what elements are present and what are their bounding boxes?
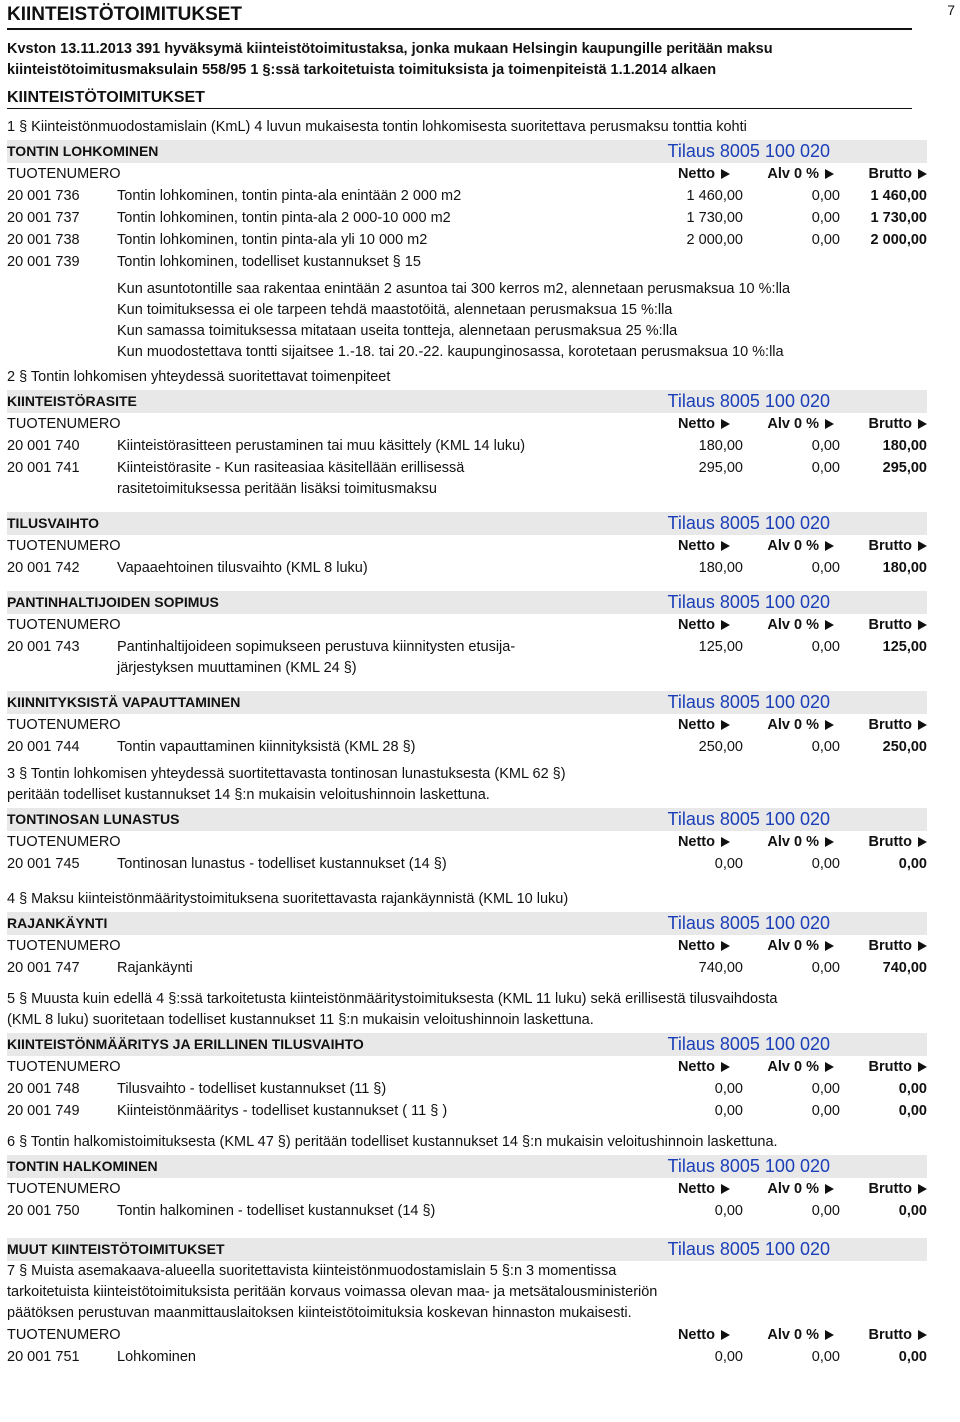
table-row bbox=[7, 737, 927, 758]
product-number: 20 001 739 bbox=[7, 254, 80, 270]
arrow-right-icon bbox=[721, 541, 730, 551]
product-number: 20 001 751 bbox=[7, 1349, 80, 1365]
column-header-net bbox=[647, 615, 740, 636]
table-row bbox=[7, 230, 927, 251]
product-description: Kiinteistönmääritys - todelliset kustannukset ( 11 § ) bbox=[117, 1103, 448, 1119]
gross-price: 0,00 bbox=[898, 1203, 927, 1219]
table-row bbox=[7, 1347, 927, 1368]
net-price: 740,00 bbox=[698, 960, 743, 976]
order-number: Tilaus 8005 100 020 bbox=[667, 1156, 830, 1176]
arrow-right-icon bbox=[825, 1330, 834, 1340]
vat-amount: 0,00 bbox=[811, 960, 840, 976]
column-header-net-label: Netto bbox=[677, 834, 715, 850]
group-header bbox=[7, 140, 927, 163]
vat-amount: 0,00 bbox=[811, 232, 840, 248]
column-header-net bbox=[647, 536, 740, 557]
price-group bbox=[7, 1033, 953, 1122]
arrow-right-icon bbox=[721, 941, 730, 951]
table-row bbox=[7, 558, 927, 579]
column-header-gross bbox=[837, 536, 927, 557]
column-header-vat-label: Alv 0 % bbox=[767, 1181, 819, 1197]
column-headers bbox=[7, 1057, 927, 1078]
note-line: Kun toimituksessa ei ole tarpeen tehdä maastotöitä, alennetaan perusmaksua 15 %:lla bbox=[117, 302, 673, 318]
arrow-right-icon bbox=[721, 1184, 730, 1194]
paragraph-1: 1 § Kiinteistönmuodostamislain (KmL) 4 luvun mukaisesta tontin lohkomisesta suoritettava perusmaksu tonttia kohti bbox=[7, 119, 747, 135]
column-headers bbox=[7, 164, 927, 185]
net-price: 125,00 bbox=[698, 639, 743, 655]
column-header-gross bbox=[837, 1325, 927, 1346]
gross-price: 2 000,00 bbox=[870, 232, 927, 248]
column-headers bbox=[7, 832, 927, 853]
arrow-right-icon bbox=[721, 1062, 730, 1072]
gross-price: 1 730,00 bbox=[870, 210, 927, 226]
group-header bbox=[7, 1155, 927, 1178]
column-headers bbox=[7, 715, 927, 736]
price-group bbox=[7, 912, 953, 979]
column-header-product-number: TUOTENUMERO bbox=[7, 938, 121, 954]
column-header-net bbox=[647, 832, 740, 853]
arrow-right-icon bbox=[721, 419, 730, 429]
product-description: Lohkominen bbox=[117, 1349, 196, 1365]
vat-amount: 0,00 bbox=[811, 438, 840, 454]
paragraph-5-line-2: (KML 8 luku) suoritetaan todelliset kustannukset 11 §:n mukaisin veloitushinnoin laskettuna. bbox=[7, 1012, 594, 1028]
column-header-gross-label: Brutto bbox=[868, 166, 912, 182]
column-header-vat-label: Alv 0 % bbox=[767, 938, 819, 954]
net-price: 295,00 bbox=[698, 460, 743, 476]
column-header-net bbox=[647, 1179, 740, 1200]
price-group bbox=[7, 512, 953, 579]
product-number: 20 001 742 bbox=[7, 560, 80, 576]
table-row bbox=[7, 854, 927, 875]
net-price: 180,00 bbox=[698, 560, 743, 576]
column-header-vat bbox=[740, 715, 837, 736]
column-header-net bbox=[647, 1057, 740, 1078]
column-header-gross-label: Brutto bbox=[868, 717, 912, 733]
net-price bbox=[637, 252, 743, 273]
vat-amount: 0,00 bbox=[811, 188, 840, 204]
group-name: KIINTEISTÖNMÄÄRITYS JA ERILLINEN TILUSVAIHTO bbox=[7, 1036, 364, 1052]
arrow-right-icon bbox=[825, 620, 834, 630]
product-description: Rajankäynti bbox=[117, 960, 193, 976]
order-number: Tilaus 8005 100 020 bbox=[667, 809, 830, 829]
group-header bbox=[7, 390, 927, 413]
column-header-vat-label: Alv 0 % bbox=[767, 538, 819, 554]
gross-price: 1 460,00 bbox=[870, 188, 927, 204]
column-header-product-number: TUOTENUMERO bbox=[7, 834, 121, 850]
column-header-vat bbox=[740, 164, 837, 185]
vat-amount: 0,00 bbox=[811, 639, 840, 655]
column-header-product-number: TUOTENUMERO bbox=[7, 617, 121, 633]
gross-price: 0,00 bbox=[898, 1103, 927, 1119]
intro-line-2: kiinteistötoimitusmaksulain 558/95 1 §:ssä tarkoitetuista toimituksista ja toimenpiteistä 1.1.2014 alkaen bbox=[7, 62, 717, 78]
gross-price: 180,00 bbox=[882, 438, 927, 454]
product-number: 20 001 738 bbox=[7, 232, 80, 248]
table-row bbox=[7, 1201, 927, 1222]
vat-amount: 0,00 bbox=[811, 560, 840, 576]
column-header-product-number: TUOTENUMERO bbox=[7, 717, 121, 733]
order-number: Tilaus 8005 100 020 bbox=[667, 692, 830, 712]
arrow-right-icon bbox=[825, 720, 834, 730]
column-header-net-label: Netto bbox=[677, 1059, 715, 1075]
paragraph-5-line-1: 5 § Muusta kuin edellä 4 §:ssä tarkoitetusta kiinteistönmääritystoimituksesta (KML 11 luku) sekä erillisestä tilusvaihdosta bbox=[7, 991, 778, 1007]
column-header-net-label: Netto bbox=[677, 416, 715, 432]
column-headers bbox=[7, 1325, 927, 1346]
column-header-net bbox=[647, 1325, 740, 1346]
note-line: Kun asuntotontille saa rakentaa enintään 2 asuntoa tai 300 kerros m2, alennetaan perusmaksua 10 %:lla bbox=[117, 281, 791, 297]
column-header-net-label: Netto bbox=[677, 938, 715, 954]
price-group bbox=[7, 691, 953, 758]
product-number: 20 001 736 bbox=[7, 188, 80, 204]
table-row bbox=[7, 186, 927, 207]
gross-price: 250,00 bbox=[882, 739, 927, 755]
column-header-vat bbox=[740, 936, 837, 957]
price-group bbox=[7, 591, 953, 679]
column-header-net-label: Netto bbox=[677, 617, 715, 633]
paragraph-4: 4 § Maksu kiinteistönmääritystoimituksena suoritettavasta rajankäynnistä (KML 10 luku) bbox=[7, 891, 569, 907]
column-header-gross-label: Brutto bbox=[868, 1327, 912, 1343]
column-header-gross-label: Brutto bbox=[868, 938, 912, 954]
product-description: Tontin lohkominen, todelliset kustannukset § 15 bbox=[117, 254, 421, 270]
column-header-vat-label: Alv 0 % bbox=[767, 166, 819, 182]
group-text: päätöksen perustuvan maanmittauslaitoksen kiinteistötoimituksia koskevan hinnaston mukaisesti. bbox=[7, 1305, 632, 1321]
column-header-net bbox=[647, 164, 740, 185]
net-price: 1 730,00 bbox=[686, 210, 743, 226]
arrow-right-icon bbox=[918, 541, 927, 551]
product-description: Tontin lohkominen, tontin pinta-ala yli 10 000 m2 bbox=[117, 232, 428, 248]
net-price: 0,00 bbox=[714, 856, 743, 872]
table-row bbox=[7, 458, 927, 479]
product-description: Tontin vapauttaminen kiinnityksistä (KML 28 §) bbox=[117, 739, 416, 755]
column-headers bbox=[7, 936, 927, 957]
product-description: Tilusvaihto - todelliset kustannukset (11 §) bbox=[117, 1081, 387, 1097]
vat-amount: 0,00 bbox=[811, 1349, 840, 1365]
arrow-right-icon bbox=[721, 720, 730, 730]
price-group bbox=[7, 140, 953, 363]
group-name: TONTINOSAN LUNASTUS bbox=[7, 811, 180, 827]
gross-price: 295,00 bbox=[882, 460, 927, 476]
column-header-gross-label: Brutto bbox=[868, 416, 912, 432]
column-header-vat-label: Alv 0 % bbox=[767, 617, 819, 633]
arrow-right-icon bbox=[721, 837, 730, 847]
product-description: Tontin lohkominen, tontin pinta-ala enintään 2 000 m2 bbox=[117, 188, 462, 204]
row-continuation: järjestyksen muuttaminen (KML 24 §) bbox=[117, 660, 357, 676]
column-header-vat bbox=[740, 1179, 837, 1200]
column-header-vat-label: Alv 0 % bbox=[767, 834, 819, 850]
group-name: PANTINHALTIJOIDEN SOPIMUS bbox=[7, 594, 219, 610]
group-text: tarkoitetuista kiinteistötoimituksista peritään korvaus voimassa olevan maa- ja metsätalousministeriön bbox=[7, 1284, 658, 1300]
arrow-right-icon bbox=[825, 419, 834, 429]
column-header-gross bbox=[837, 164, 927, 185]
price-notes bbox=[7, 279, 953, 363]
arrow-right-icon bbox=[825, 941, 834, 951]
product-number: 20 001 747 bbox=[7, 960, 80, 976]
arrow-right-icon bbox=[918, 1184, 927, 1194]
vat-amount: 0,00 bbox=[811, 856, 840, 872]
net-price: 1 460,00 bbox=[686, 188, 743, 204]
product-number: 20 001 748 bbox=[7, 1081, 80, 1097]
paragraph-3-line-2: peritään todelliset kustannukset 14 §:n mukaisin veloitushinnoin laskettuna. bbox=[7, 787, 490, 803]
column-header-net-label: Netto bbox=[677, 1327, 715, 1343]
group-header bbox=[7, 1033, 927, 1056]
net-price: 250,00 bbox=[698, 739, 743, 755]
product-number: 20 001 741 bbox=[7, 460, 80, 476]
product-number: 20 001 743 bbox=[7, 639, 80, 655]
column-header-vat bbox=[740, 832, 837, 853]
vat-amount: 0,00 bbox=[811, 210, 840, 226]
column-header-gross-label: Brutto bbox=[868, 538, 912, 554]
column-header-vat bbox=[740, 536, 837, 557]
gross-price: 125,00 bbox=[882, 639, 927, 655]
group-name: RAJANKÄYNTI bbox=[7, 915, 108, 931]
column-header-gross bbox=[837, 715, 927, 736]
arrow-right-icon bbox=[918, 1330, 927, 1340]
arrow-right-icon bbox=[721, 620, 730, 630]
table-row bbox=[7, 208, 927, 229]
column-header-vat-label: Alv 0 % bbox=[767, 416, 819, 432]
column-header-vat bbox=[740, 1325, 837, 1346]
note-line: Kun samassa toimituksessa mitataan useita tontteja, alennetaan perusmaksua 25 %:lla bbox=[117, 323, 678, 339]
intro-line-1: Kvston 13.11.2013 391 hyväksymä kiinteistötoimitustaksa, jonka mukaan Helsingin kaupungille peritään maksu bbox=[7, 41, 773, 57]
column-header-gross-label: Brutto bbox=[868, 1059, 912, 1075]
product-description: Tontinosan lunastus - todelliset kustannukset (14 §) bbox=[117, 856, 447, 872]
column-header-vat-label: Alv 0 % bbox=[767, 1327, 819, 1343]
product-number: 20 001 737 bbox=[7, 210, 80, 226]
gross-price: 740,00 bbox=[882, 960, 927, 976]
vat-amount: 0,00 bbox=[811, 1103, 840, 1119]
arrow-right-icon bbox=[918, 169, 927, 179]
arrow-right-icon bbox=[918, 419, 927, 429]
arrow-right-icon bbox=[918, 941, 927, 951]
vat-amount: 0,00 bbox=[811, 739, 840, 755]
gross-price: 0,00 bbox=[898, 1081, 927, 1097]
group-header bbox=[7, 808, 927, 831]
table-row bbox=[7, 1101, 927, 1122]
table-row bbox=[7, 958, 927, 979]
column-header-product-number: TUOTENUMERO bbox=[7, 1059, 121, 1075]
group-name: TONTIN LOHKOMINEN bbox=[7, 143, 159, 159]
column-header-net-label: Netto bbox=[677, 1181, 715, 1197]
column-header-net bbox=[647, 936, 740, 957]
order-number: Tilaus 8005 100 020 bbox=[667, 913, 830, 933]
column-header-net-label: Netto bbox=[677, 717, 715, 733]
column-headers bbox=[7, 615, 927, 636]
arrow-right-icon bbox=[825, 1184, 834, 1194]
arrow-right-icon bbox=[721, 169, 730, 179]
arrow-right-icon bbox=[918, 1062, 927, 1072]
column-header-vat-label: Alv 0 % bbox=[767, 1059, 819, 1075]
product-description: Pantinhaltijoideen sopimukseen perustuva kiinnitysten etusija- bbox=[117, 639, 516, 655]
column-headers bbox=[7, 414, 927, 435]
arrow-right-icon bbox=[825, 837, 834, 847]
table-row bbox=[7, 252, 927, 273]
table-row bbox=[7, 637, 927, 658]
section-title: KIINTEISTÖTOIMITUKSET bbox=[7, 87, 912, 109]
group-name: KIINTEISTÖRASITE bbox=[7, 393, 137, 409]
group-text: 7 § Muista asemakaava-alueella suoritettavista kiinteistönmuodostamislain 5 §:n 3 momentissa bbox=[7, 1263, 617, 1279]
table-row bbox=[7, 1079, 927, 1100]
order-number: Tilaus 8005 100 020 bbox=[667, 391, 830, 411]
price-group bbox=[7, 1238, 953, 1368]
gross-price: 180,00 bbox=[882, 560, 927, 576]
group-header bbox=[7, 591, 927, 614]
vat-amount bbox=[743, 252, 840, 273]
gross-price: 0,00 bbox=[898, 856, 927, 872]
product-number: 20 001 740 bbox=[7, 438, 80, 454]
vat-amount: 0,00 bbox=[811, 1081, 840, 1097]
price-group bbox=[7, 1155, 953, 1222]
order-number: Tilaus 8005 100 020 bbox=[667, 592, 830, 612]
net-price: 0,00 bbox=[714, 1103, 743, 1119]
product-number: 20 001 750 bbox=[7, 1203, 80, 1219]
net-price: 0,00 bbox=[714, 1349, 743, 1365]
product-number: 20 001 749 bbox=[7, 1103, 80, 1119]
arrow-right-icon bbox=[825, 541, 834, 551]
arrow-right-icon bbox=[825, 169, 834, 179]
product-description: Tontin lohkominen, tontin pinta-ala 2 000-10 000 m2 bbox=[117, 210, 451, 226]
column-headers bbox=[7, 536, 927, 557]
column-header-gross bbox=[837, 832, 927, 853]
column-header-gross-label: Brutto bbox=[868, 1181, 912, 1197]
column-header-net-label: Netto bbox=[677, 538, 715, 554]
product-number: 20 001 745 bbox=[7, 856, 80, 872]
column-header-product-number: TUOTENUMERO bbox=[7, 416, 121, 432]
product-number: 20 001 744 bbox=[7, 739, 80, 755]
column-header-product-number: TUOTENUMERO bbox=[7, 1327, 121, 1343]
column-header-net bbox=[647, 414, 740, 435]
group-name: MUUT KIINTEISTÖTOIMITUKSET bbox=[7, 1241, 225, 1257]
gross-price: 0,00 bbox=[898, 1349, 927, 1365]
price-group bbox=[7, 808, 953, 875]
column-header-gross bbox=[837, 1179, 927, 1200]
row-continuation: rasitetoimituksessa peritään lisäksi toimitusmaksu bbox=[117, 481, 437, 497]
column-header-product-number: TUOTENUMERO bbox=[7, 1181, 121, 1197]
arrow-right-icon bbox=[721, 1330, 730, 1340]
product-description: Vapaaehtoinen tilusvaihto (KML 8 luku) bbox=[117, 560, 368, 576]
net-price: 180,00 bbox=[698, 438, 743, 454]
document-title: KIINTEISTÖTOIMITUKSET bbox=[7, 0, 912, 30]
column-header-gross bbox=[837, 414, 927, 435]
product-description: Kiinteistörasitteen perustaminen tai muu käsittely (KML 14 luku) bbox=[117, 438, 526, 454]
column-header-net bbox=[647, 715, 740, 736]
group-name: KIINNITYKSISTÄ VAPAUTTAMINEN bbox=[7, 694, 241, 710]
group-header bbox=[7, 691, 927, 714]
arrow-right-icon bbox=[918, 720, 927, 730]
column-header-gross bbox=[837, 936, 927, 957]
paragraph-3-line-1: 3 § Tontin lohkomisen yhteydessä suortitettavasta tontinosan lunastuksesta (KML 62 §) bbox=[7, 766, 566, 782]
column-header-gross bbox=[837, 615, 927, 636]
column-header-vat bbox=[740, 615, 837, 636]
price-group bbox=[7, 390, 953, 500]
group-header bbox=[7, 512, 927, 535]
group-name: TONTIN HALKOMINEN bbox=[7, 1158, 158, 1174]
group-name: TILUSVAIHTO bbox=[7, 515, 100, 531]
column-header-product-number: TUOTENUMERO bbox=[7, 166, 121, 182]
column-header-vat bbox=[740, 414, 837, 435]
note-line: Kun muodostettava tontti sijaitsee 1.-18. tai 20.-22. kaupunginosassa, korotetaan perusmaksua 10 %:lla bbox=[117, 344, 784, 360]
arrow-right-icon bbox=[918, 620, 927, 630]
column-header-gross-label: Brutto bbox=[868, 617, 912, 633]
order-number: Tilaus 8005 100 020 bbox=[667, 1034, 830, 1054]
net-price: 0,00 bbox=[714, 1081, 743, 1097]
product-description: Kiinteistörasite - Kun rasiteasiaa käsitellään erillisessä bbox=[117, 460, 465, 476]
column-header-vat bbox=[740, 1057, 837, 1078]
arrow-right-icon bbox=[825, 1062, 834, 1072]
paragraph-2: 2 § Tontin lohkomisen yhteydessä suoritettavat toimenpiteet bbox=[7, 369, 391, 385]
vat-amount: 0,00 bbox=[811, 1203, 840, 1219]
gross-price bbox=[840, 252, 927, 273]
group-header bbox=[7, 912, 927, 935]
arrow-right-icon bbox=[918, 837, 927, 847]
page-number: 7 bbox=[947, 2, 955, 18]
column-header-vat-label: Alv 0 % bbox=[767, 717, 819, 733]
vat-amount: 0,00 bbox=[811, 460, 840, 476]
group-header bbox=[7, 1238, 927, 1261]
column-header-gross-label: Brutto bbox=[868, 834, 912, 850]
order-number: Tilaus 8005 100 020 bbox=[667, 513, 830, 533]
paragraph-6: 6 § Tontin halkomistoimituksesta (KML 47 §) peritään todelliset kustannukset 14 §:n mukaisin veloitushinnoin laskettuna. bbox=[7, 1134, 778, 1150]
column-header-product-number: TUOTENUMERO bbox=[7, 538, 121, 554]
column-header-gross bbox=[837, 1057, 927, 1078]
column-headers bbox=[7, 1179, 927, 1200]
order-number: Tilaus 8005 100 020 bbox=[667, 1239, 830, 1259]
product-description: Tontin halkominen - todelliset kustannukset (14 §) bbox=[117, 1203, 436, 1219]
net-price: 0,00 bbox=[714, 1203, 743, 1219]
column-header-net-label: Netto bbox=[677, 166, 715, 182]
order-number: Tilaus 8005 100 020 bbox=[667, 141, 830, 161]
net-price: 2 000,00 bbox=[686, 232, 743, 248]
table-row bbox=[7, 436, 927, 457]
